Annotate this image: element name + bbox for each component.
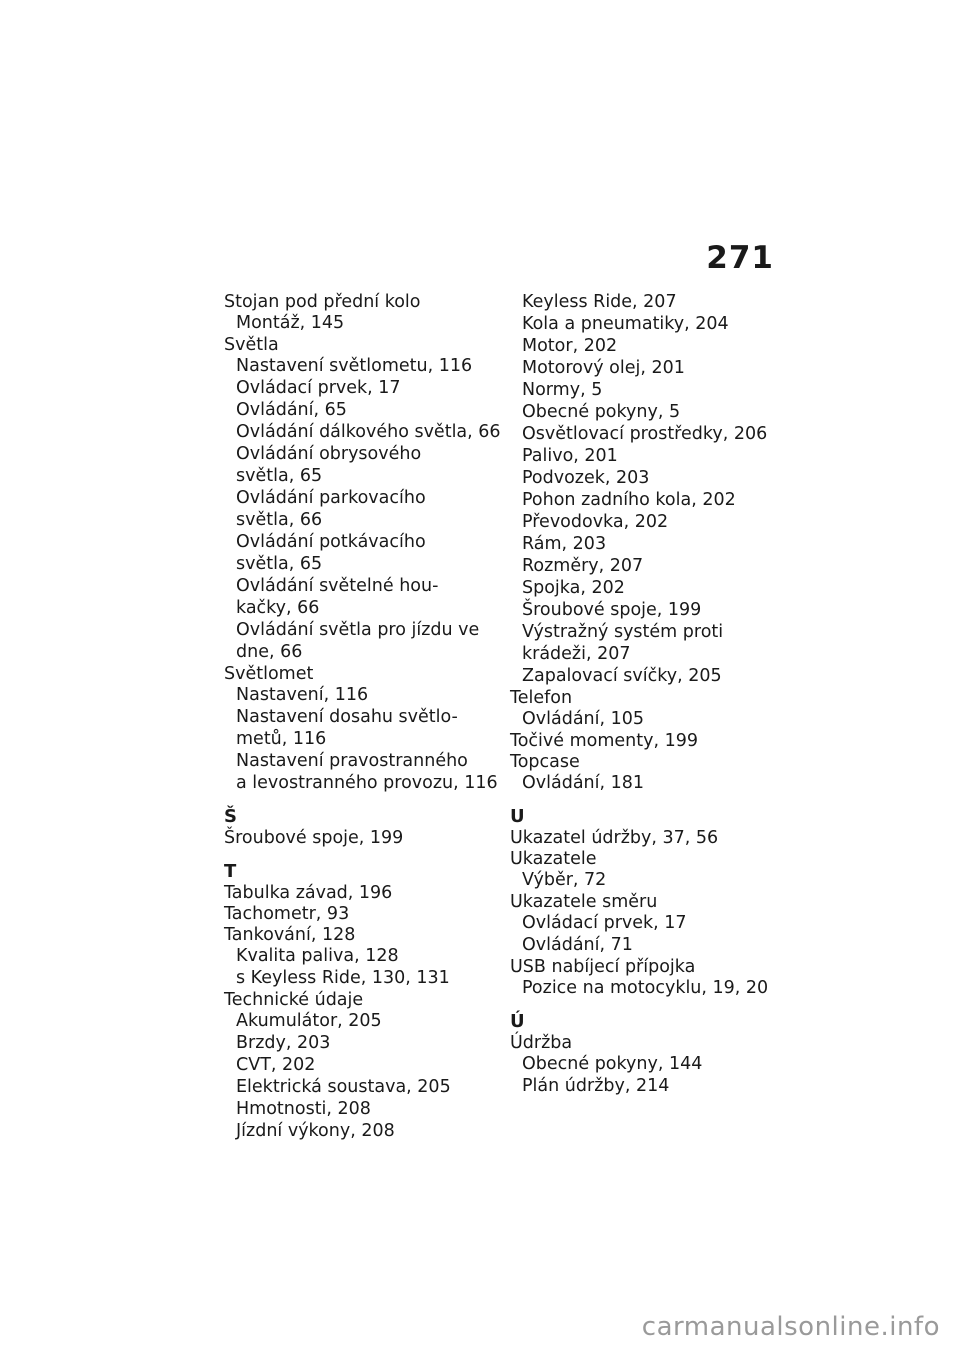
index-subentry: metů, 116 — [236, 729, 327, 749]
index-subentry: Kola a pneumatiky, 204 — [522, 314, 729, 334]
index-letter-heading: Ú — [510, 1011, 525, 1032]
index-letter-heading: T — [224, 861, 237, 882]
index-subentry: Ovládání obrysového — [236, 444, 422, 464]
index-subentry: Obecné pokyny, 5 — [522, 402, 681, 422]
index-subentry: Nastavení dosahu světlo- — [236, 707, 458, 727]
index-subentry: Ovládání, 71 — [522, 935, 633, 955]
index-subentry: Spojka, 202 — [522, 578, 625, 598]
index-column-left — [224, 292, 504, 1143]
index-subentry: Šroubové spoje, 199 — [522, 600, 702, 620]
index-subentry: Keyless Ride, 207 — [522, 292, 677, 312]
index-subentry: Ovládání potkávacího — [236, 532, 426, 552]
index-subentry: Akumulátor, 205 — [236, 1011, 382, 1031]
index-subentry: CVT, 202 — [236, 1055, 316, 1075]
index-subentry: krádeži, 207 — [522, 644, 631, 664]
index-subentry: Normy, 5 — [522, 380, 603, 400]
index-entry: Údržba — [510, 1033, 573, 1053]
index-subentry: kačky, 66 — [236, 598, 320, 618]
index-letter-heading: Š — [224, 806, 237, 827]
index-entry: Ukazatel údržby, 37, 56 — [510, 828, 719, 848]
index-letter-heading: U — [510, 806, 525, 827]
index-subentry: Rozměry, 207 — [522, 556, 644, 576]
index-subentry: světla, 65 — [236, 466, 323, 486]
index-subentry: světla, 66 — [236, 510, 323, 530]
index-entry: Tabulka závad, 196 — [224, 883, 393, 903]
index-entry: Technické údaje — [224, 990, 364, 1010]
index-entry: Ukazatele směru — [510, 892, 658, 912]
index-column-right — [510, 292, 790, 1098]
index-subentry: Zapalovací svíčky, 205 — [522, 666, 722, 686]
index-entry: Světlomet — [224, 664, 314, 684]
index-subentry: Rám, 203 — [522, 534, 607, 554]
index-subentry: Nastavení světlometu, 116 — [236, 356, 473, 376]
index-subentry: Plán údržby, 214 — [522, 1076, 670, 1096]
index-subentry: Pozice na motocyklu, 19, 20 — [522, 978, 769, 998]
index-entry: Topcase — [510, 752, 580, 772]
index-entry: Světla — [224, 335, 279, 355]
index-subentry: Ovládání, 181 — [522, 773, 645, 793]
index-subentry: dne, 66 — [236, 642, 303, 662]
index-entry: Šroubové spoje, 199 — [224, 828, 404, 848]
index-subentry: Palivo, 201 — [522, 446, 618, 466]
index-entry: Točivé momenty, 199 — [510, 731, 698, 751]
index-subentry: Ovládání světla pro jízdu ve — [236, 620, 480, 640]
index-subentry: Podvozek, 203 — [522, 468, 650, 488]
index-subentry: Ovládání, 65 — [236, 400, 347, 420]
index-subentry: Osvětlovací prostředky, 206 — [522, 424, 768, 444]
index-subentry: Motorový olej, 201 — [522, 358, 685, 378]
index-subentry: Jízdní výkony, 208 — [236, 1121, 395, 1141]
index-entry: USB nabíjecí přípojka — [510, 957, 696, 977]
index-subentry: Výstražný systém proti — [522, 622, 724, 642]
index-subentry: Ovládání, 105 — [522, 709, 645, 729]
index-subentry: Ovládací prvek, 17 — [522, 913, 687, 933]
index-subentry: Ovládání dálkového světla, 66 — [236, 422, 501, 442]
index-subentry: Motor, 202 — [522, 336, 618, 356]
index-subentry: světla, 65 — [236, 554, 323, 574]
index-subentry: Nastavení, 116 — [236, 685, 369, 705]
index-subentry: Ovládání světelné hou- — [236, 576, 439, 596]
watermark-text: carmanualsonline.info — [641, 1312, 940, 1342]
page-number: 271 — [706, 240, 774, 276]
index-subentry: Montáž, 145 — [236, 313, 345, 333]
index-entry: Telefon — [510, 688, 573, 708]
index-entry: Stojan pod přední kolo — [224, 292, 421, 312]
index-subentry: Hmotnosti, 208 — [236, 1099, 371, 1119]
index-entry: Ukazatele — [510, 849, 597, 869]
index-subentry: s Keyless Ride, 130, 131 — [236, 968, 450, 988]
index-subentry: Obecné pokyny, 144 — [522, 1054, 703, 1074]
index-entry: Tankování, 128 — [224, 925, 356, 945]
index-subentry: a levostranného provozu, 116 — [236, 773, 498, 793]
index-entry: Tachometr, 93 — [224, 904, 350, 924]
index-subentry: Ovládání parkovacího — [236, 488, 426, 508]
index-subentry: Brzdy, 203 — [236, 1033, 331, 1053]
index-subentry: Elektrická soustava, 205 — [236, 1077, 451, 1097]
index-subentry: Nastavení pravostranného — [236, 751, 468, 771]
index-subentry: Výběr, 72 — [522, 870, 607, 890]
index-subentry: Kvalita paliva, 128 — [236, 946, 399, 966]
index-subentry: Převodovka, 202 — [522, 512, 669, 532]
index-subentry: Pohon zadního kola, 202 — [522, 490, 736, 510]
index-subentry: Ovládací prvek, 17 — [236, 378, 401, 398]
